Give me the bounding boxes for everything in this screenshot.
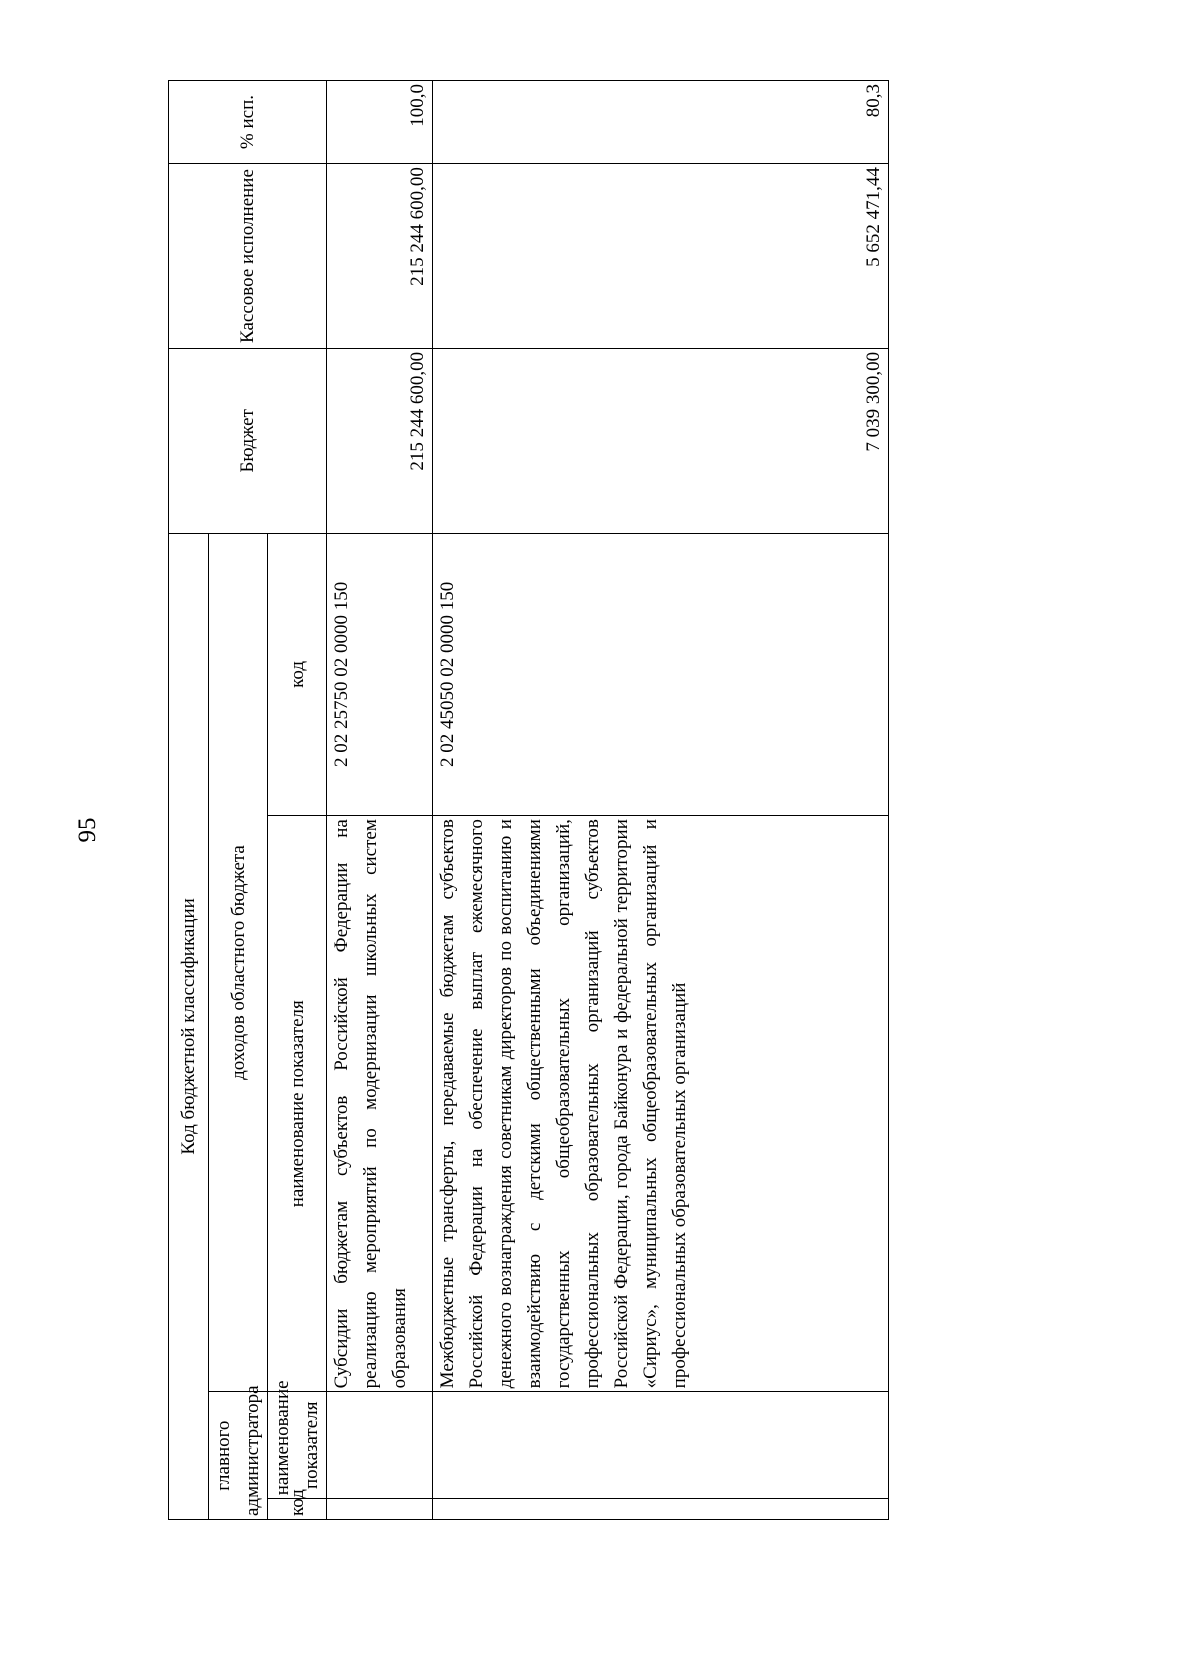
row-budget: 7 039 300,00	[433, 348, 889, 533]
header-admin-indicator-name: наименование показателя	[268, 1392, 327, 1499]
row-percent: 100,0	[327, 81, 433, 164]
row-budget: 215 244 600,00	[327, 348, 433, 533]
row-income-code: 2 02 45050 02 0000 150	[433, 533, 889, 815]
row-income-code: 2 02 25750 02 0000 150	[327, 533, 433, 815]
table-row	[327, 81, 433, 1520]
page-number: 95	[74, 817, 101, 843]
header-admin-code: код	[268, 1499, 327, 1520]
row-indicator-name: Межбюджетные трансферты, передаваемые бюджетам субъектов Российской Федерации на обеспечение выплат ежемесячного денежного вознаграждения советникам директоров по воспитанию и взаимодействию с детскими общественными объединениями государственных общеобразовательных организаций, профессиональных образовательных организаций субъектов Российской Федерации, города Байконура и федеральной территории «Сириус», муниципальных общеобразовательных организаций и профессиональных образовательных организаций	[433, 816, 889, 1392]
row-admin-name	[433, 1392, 889, 1499]
header-income-indicator-name: наименование показателя	[268, 816, 327, 1392]
header-regional-income: доходов областного бюджета	[209, 533, 268, 1392]
header-chief-admin: главного администратора	[209, 1392, 268, 1520]
row-admin-name	[327, 1392, 433, 1499]
header-budget: Бюджет	[169, 348, 327, 533]
header-classification: Код бюджетной классификации	[169, 533, 209, 1519]
budget-table-container	[168, 80, 884, 1520]
row-admin-code	[433, 1499, 889, 1520]
row-admin-code	[327, 1499, 433, 1520]
row-indicator-name: Субсидии бюджетам субъектов Российской Федерации на реализацию мероприятий по модернизации школьных систем образования	[327, 816, 433, 1392]
row-cash-execution: 215 244 600,00	[327, 164, 433, 349]
header-income-code: код	[268, 533, 327, 815]
header-percent: % исп.	[169, 81, 327, 164]
header-cash-execution: Кассовое исполнение	[169, 164, 327, 349]
row-cash-execution: 5 652 471,44	[433, 164, 889, 349]
budget-table	[168, 80, 889, 1520]
row-percent: 80,3	[433, 81, 889, 164]
table-row	[433, 81, 889, 1520]
